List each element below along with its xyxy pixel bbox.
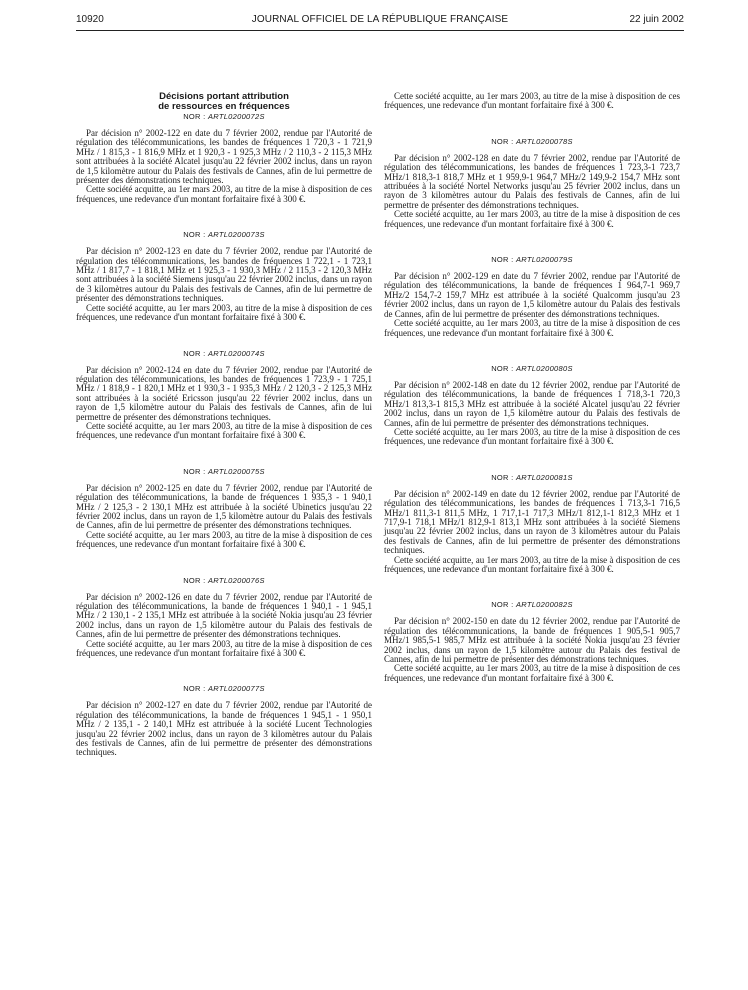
fee-text: Cette société acquitte, au 1er mars 2003, au titre de la mise à disposition de ces fréquences, une redevance d'un montant forfaitaire fixé à 300 €. — [384, 426, 680, 447]
fee-text: Cette société acquitte, au 1er mars 2003, au titre de la mise à disposition de ces fréquences, une redevance d'un montant forfaitaire fixé à 300 €. — [384, 554, 680, 574]
fee-text: Cette société acquitte, au 1er mars 2003, au titre de la mise à disposition de ces fréquences, une redevance d'un montant forfaitaire fixé à 300 €. — [76, 638, 372, 659]
nor-reference: NOR : ARTL0200079S — [491, 255, 573, 265]
decision-block — [384, 364, 680, 447]
nor-reference: NOR : ARTL0200075S — [183, 466, 265, 476]
decision-text: Par décision n° 2002-150 en date du 12 février 2002, rendue par l'Autorité de régulation des télécommunications, la bande de fréquences 1 905,5-1 905,7 MHz/1 985,5-1 985,7 MHz est attribuée à la société Nokia jusqu'au 23 février 2002 inclus, dans un rayon de 1,5 kilomètre autour du Palais des festival de Cannes, afin de lui permettre de présenter des démonstrations techniques. — [384, 616, 680, 665]
fee-text: Cette société acquitte, au 1er mars 2003, au titre de la mise à disposition de ces fréquences, une redevance d'un montant forfaitaire fixé à 300 €. — [384, 663, 680, 683]
issue-date: 22 juin 2002 — [629, 14, 684, 25]
decision-block — [384, 137, 680, 229]
journal-title: JOURNAL OFFICIEL DE LA RÉPUBLIQUE FRANÇAISE — [251, 14, 509, 25]
decision-block — [76, 576, 372, 659]
decision-block — [384, 473, 680, 575]
continued-fee-text: Cette société acquitte, au 1er mars 2003, au titre de la mise à disposition de ces fréquences, une redevance d'un montant forfaitaire fixé à 300 €. — [384, 91, 680, 111]
fee-text: Cette société acquitte, au 1er mars 2003, au titre de la mise à disposition de ces fréquences, une redevance d'un montant forfaitaire fixé à 300 €. — [76, 184, 372, 204]
nor-reference: NOR : ARTL0200077S — [183, 684, 265, 694]
decision-block — [76, 684, 372, 757]
decision-text: Par décision n° 2002-126 en date du 7 février 2002, rendue par l'Autorité de régulation des télécommunications, la bande de fréquences 1 940,1 - 1 945,1 MHz / 2 130,1 - 2 135,1 MHz est attribuée à la société Nokia jusqu'au 23 février 2002 inclus, dans un rayon de 1,5 kilomètre autour du Palais des festivals de Cannes, afin de lui permettre de présenter des démonstrations techniques. — [76, 591, 372, 640]
fee-text: Cette société acquitte, au 1er mars 2003, au titre de la mise à disposition de ces fréquences, une redevance d'un montant forfaitaire fixé à 300 €. — [384, 318, 680, 338]
nor-reference: NOR : ARTL0200082S — [491, 600, 573, 610]
section-title-line2: de ressources en fréquences — [158, 101, 290, 112]
nor-reference: NOR : ARTL0200081S — [491, 472, 573, 482]
decision-text: Par décision n° 2002-127 en date du 7 février 2002, rendue par l'Autorité de régulation des télécommunications, la bande de fréquences 1 945,1 - 1 950,1 MHz / 2 135,1 - 2 140,1 MHz est attribuée à la société Lucent Technologies jusqu'au 22 février 2002 inclus, dans un rayon de 3 kilomètres autour du Palais des festivals de Cannes, afin de lui permettre de présenter des démonstrations techniques. — [76, 700, 372, 758]
fee-text: Cette société acquitte, au 1er mars 2003, au titre de la mise à disposition de ces fréquences, une redevance d'un montant forfaitaire fixé à 300 €. — [76, 529, 372, 550]
nor-reference: NOR : ARTL0200076S — [183, 575, 265, 585]
decision-text: Par décision n° 2002-123 en date du 7 février 2002, rendue par l'Autorité de régulation des télécommunications, les bandes de fréquences 1 722,1 - 1 723,1 MHz / 1 817,7 - 1 818,1 MHz et 1 925,3 - 1 930,3 MHz / 2 115,3 - 2 120,3 MHz sont attribuées à la société Siemens jusqu'au 22 février 2002 inclus, dans un rayon de 3 kilomètres autour du Palais des festivals de Cannes, afin de lui permettre de présenter des démonstrations techniques. — [76, 246, 372, 304]
decision-block — [76, 349, 372, 441]
decision-block — [384, 255, 680, 338]
decision-text: Par décision n° 2002-149 en date du 12 février 2002, rendue par l'Autorité de régulation des télécommunications, les bandes de fréquences 1 713,3-1 716,5 MHz/1 811,3-1 811,5 MHz, 1 717,1-1 717,3 MHz/1 812,1-1 812,3 MHz et 1 717,9-1 718,1 MHz/1 812,9-1 813,1 MHz sont attribuées à la société Siemens jusqu'au 22 février 2002 inclus, dans un rayon de 3 kilomètres autour du Palais des festivals de Cannes, afin de lui permettre de présenter des démonstrations techniques. — [384, 488, 680, 556]
decision-block — [384, 600, 680, 683]
decision-text: Par décision n° 2002-128 en date du 7 février 2002, rendue par l'Autorité de régulation des télécommunications, les bandes de fréquences 1 723,3-1 723,7 MHz/1 818,3-1 818,7 MHz et 1 959,9-1 964,7 MHz/2 149,9-2 154,7 MHz sont attribuées à la société Nortel Networks jusqu'au 25 février 2002 inclus, dans un rayon de 3 kilomètres autour du Palais des festivals de Cannes, afin de lui permettre de présenter des démonstrations techniques. — [384, 152, 680, 210]
decision-text: Par décision n° 2002-122 en date du 7 février 2002, rendue par l'Autorité de régulation des télécommunications, les bandes de fréquences 1 720,3 - 1 721,9 MHz / 1 815,3 - 1 816,9 MHz et 1 920,3 - 1 925,3 MHz / 2 110,3 - 2 115,3 MHz sont attribuées à la société Alcatel jusqu'au 22 février 2002 inclus, dans un rayon de 1,5 kilomètre autour du Palais des festivals de Cannes, afin de lui permettre de présenter des démonstrations techniques. — [76, 128, 372, 186]
page-header — [76, 14, 684, 28]
decision-text: Par décision n° 2002-125 en date du 7 février 2002, rendue par l'Autorité de régulation des télécommunications, la bande de fréquences 1 935,3 - 1 940,1 MHz / 2 125,3 - 2 130,1 MHz est attribuée à la société Ubinetics jusqu'au 22 février 2002 inclus, dans un rayon de 1,5 kilomètre autour du Palais des festivals de Cannes, afin de lui permettre de présenter des démonstrations techniques. — [76, 482, 372, 531]
nor-reference: NOR : ARTL0200073S — [183, 230, 265, 240]
column-right — [384, 92, 680, 683]
decision-text: Par décision n° 2002-148 en date du 12 février 2002, rendue par l'Autorité de régulation des télécommunications, la bande de fréquences 1 718,3-1 720,3 MHz/1 813,3-1 815,3 MHz est attribuée à la société Alcatel jusqu'au 22 février 2002 inclus, dans un rayon de 1,5 kilomètre autour du Palais des festivals de Cannes, afin de lui permettre de présenter des démonstrations techniques. — [384, 379, 680, 428]
decision-block — [76, 467, 372, 550]
nor-reference: NOR : ARTL0200078S — [491, 136, 573, 146]
header-rule — [76, 30, 684, 31]
decision-text: Par décision n° 2002-129 en date du 7 février 2002, rendue par l'Autorité de régulation des télécommunications, la bande de fréquences 1 964,7-1 969,7 MHz/2 154,7-2 159,7 MHz est attribuée à la société Qualcomm jusqu'au 23 février 2002 inclus, dans un rayon de 1,5 kilomètre autour du Palais des festivals de Cannes, afin de lui permettre de présenter des démonstrations techniques. — [384, 271, 680, 319]
nor-reference: NOR : ARTL0200072S — [183, 112, 265, 121]
decision-block — [76, 112, 372, 204]
fee-text: Cette société acquitte, au 1er mars 2003, au titre de la mise à disposition de ces fréquences, une redevance d'un montant forfaitaire fixé à 300 €. — [76, 420, 372, 441]
nor-reference: NOR : ARTL0200074S — [183, 348, 265, 358]
column-left — [76, 92, 372, 758]
decision-text: Par décision n° 2002-124 en date du 7 février 2002, rendue par l'Autorité de régulation des télécommunications, les bandes de fréquences 1 723,9 - 1 725,1 MHz / 1 818,9 - 1 820,1 MHz et 1 930,3 - 1 935,3 MHz / 2 120,3 - 2 125,3 MHz sont attribuées à la société Ericsson jusqu'au 22 février 2002 inclus, dans un rayon de 1,5 kilomètre autour du Palais des festivals de Cannes, afin de lui permettre de présenter des démonstrations techniques. — [76, 364, 372, 422]
decision-block — [76, 230, 372, 322]
nor-reference: NOR : ARTL0200080S — [491, 363, 573, 373]
page-number: 10920 — [76, 14, 104, 25]
section-title: Décisions portant attribution — [159, 91, 289, 102]
fee-text: Cette société acquitte, au 1er mars 2003, au titre de la mise à disposition de ces fréquences, une redevance d'un montant forfaitaire fixé à 300 €. — [384, 209, 680, 229]
fee-text: Cette société acquitte, au 1er mars 2003, au titre de la mise à disposition de ces fréquences, une redevance d'un montant forfaitaire fixé à 300 €. — [76, 302, 372, 323]
